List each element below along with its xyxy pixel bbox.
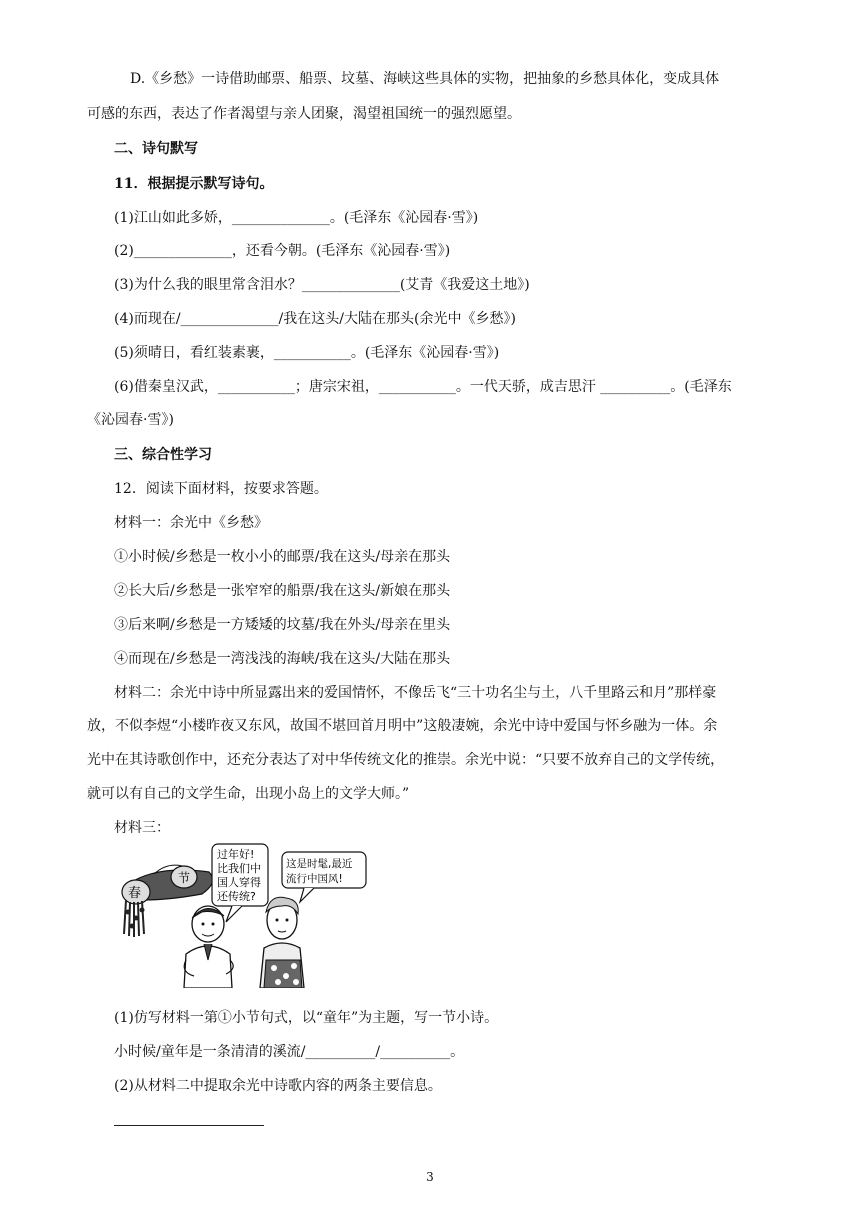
section-heading-poetry-dictation: 二、诗句默写 — [114, 141, 198, 157]
lantern-text-spring: 春 — [128, 886, 142, 901]
bubble-right-line: 流行中国风! — [286, 873, 343, 885]
material-2-line: 就可以有自己的文学生命，出现小岛上的文学大师。” — [87, 786, 410, 802]
poem-stanza: ④而现在/乡愁是一湾浅浅的海峡/我在这头/大陆在那头 — [114, 651, 451, 667]
person-right — [260, 897, 304, 988]
material-2-line: 放，不似李煜“小楼昨夜又东风，故国不堪回首月明中”这般凄婉，余光中诗中爱国与怀乡融为一体。余 — [87, 718, 718, 734]
person-left — [184, 906, 233, 988]
speech-bubble-left — [212, 844, 268, 922]
question-11-item: (3)为什么我的眼里常含泪水？______________(艾青《我爱这土地》) — [114, 277, 530, 293]
bubble-left-line: 国人穿得 — [217, 876, 261, 889]
question-11-item: (6)借秦皇汉武，___________；唐宗宋祖，___________。一代天骄，成吉思汗 __________。(毛泽东 — [114, 379, 732, 395]
question-11-title: 11．根据提示默写诗句。 — [114, 176, 274, 192]
sub-question-1: (1)仿写材料一第①小节句式，以“童年”为主题，写一节小诗。 — [114, 1010, 499, 1026]
sub-question-2: (2)从材料二中提取余光中诗歌内容的两条主要信息。 — [114, 1078, 442, 1094]
speech-bubble-right — [282, 852, 366, 902]
bubble-left-line: 还传统? — [217, 890, 256, 903]
question-11-item: (4)而现在/______________/我在这头/大陆在那头(余光中《乡愁》) — [114, 311, 516, 327]
poem-stanza: ③后来啊/乡愁是一方矮矮的坟墓/我在外头/母亲在里头 — [114, 617, 451, 633]
question-11-item-continued: 《沁园春·雪》) — [87, 412, 174, 428]
option-d-line-1: D.《乡愁》一诗借助邮票、船票、坟墓、海峡这些具体的实物，把抽象的乡愁具体化，变成具体 — [130, 71, 720, 87]
material-2-line: 材料二：余光中诗中所显露出来的爱国情怀，不像岳飞“三十功名尘与土，八千里路云和月”那样豪 — [114, 685, 717, 701]
material-3-title: 材料三： — [114, 820, 170, 836]
poem-stanza: ①小时候/乡愁是一枚小小的邮票/我在这头/母亲在那头 — [114, 549, 451, 565]
sub-question-1-answer-line: 小时候/童年是一条清清的溪流/__________/__________。 — [114, 1044, 465, 1060]
question-11-item: (5)须晴日，看红装素裹，___________。(毛泽东《沁园春·雪》) — [114, 345, 500, 361]
question-12-title: 12．阅读下面材料，按要求答题。 — [114, 481, 328, 497]
section-heading-comprehensive-learning: 三、综合性学习 — [114, 447, 212, 463]
comic-illustration — [114, 842, 370, 988]
question-11-item: (1)江山如此多娇，______________。(毛泽东《沁园春·雪》) — [114, 210, 479, 226]
answer-blank-line — [114, 1125, 264, 1126]
bubble-left-line: 过年好! — [217, 848, 255, 861]
material-2-line: 光中在其诗歌创作中，还充分表达了对中华传统文化的推崇。余光中说：“只要不放弃自己的文学传统， — [87, 752, 725, 768]
material-1-title: 材料一：余光中《乡愁》 — [114, 515, 268, 531]
bubble-left-line: 比我们中 — [217, 862, 261, 875]
question-11-item: (2)______________，还看今朝。(毛泽东《沁园春·雪》) — [114, 243, 451, 259]
option-d-line-2: 可感的东西，表达了作者渴望与亲人团聚，渴望祖国统一的强烈愿望。 — [87, 106, 521, 122]
page-number: 3 — [426, 1170, 434, 1184]
bubble-right-line: 这是时髦,最近 — [286, 858, 353, 870]
poem-stanza: ②长大后/乡愁是一张窄窄的船票/我在这头/新娘在那头 — [114, 583, 451, 599]
lantern-text-festival: 节 — [178, 871, 191, 885]
